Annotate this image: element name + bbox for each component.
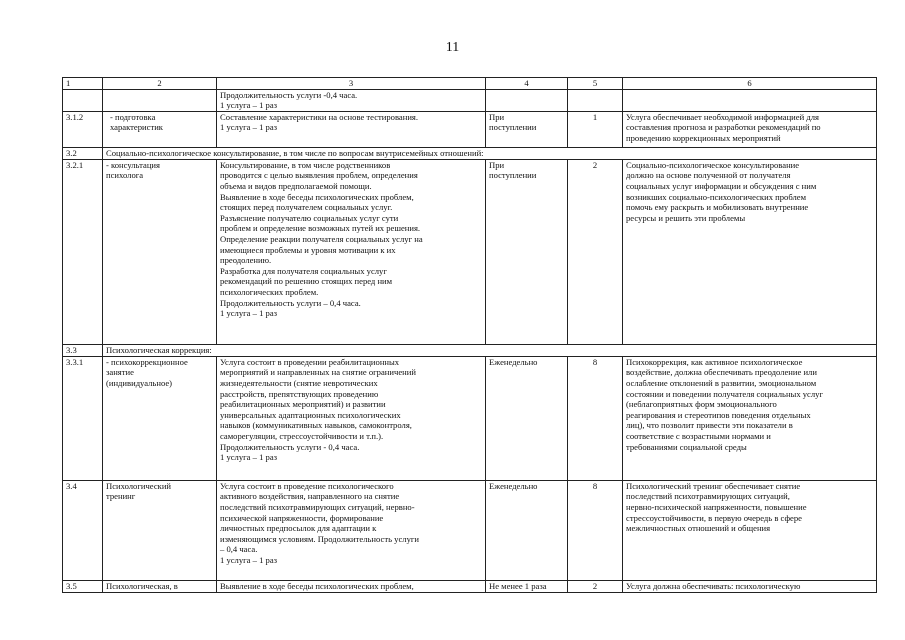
cell-line: (неблагоприятных форм эмоционального — [626, 399, 777, 410]
cell-line: имеющиеся проблемы и уровня мотивации к их — [220, 244, 396, 255]
cell-frequency: Еженедельно — [486, 356, 568, 480]
cell-description — [217, 89, 486, 111]
cell-line: Социально-психологическое консультирование — [626, 159, 800, 170]
cell-line: проблем и определение возможных путей их решения. — [220, 223, 421, 234]
cell-line: При — [489, 159, 505, 170]
cell-number: 3.5 — [63, 580, 103, 592]
page-number: 11 — [445, 40, 460, 55]
table-header-row — [63, 78, 877, 90]
cell-line: стоящих перед получателем социальных услуг. — [220, 202, 393, 213]
cell-line: психолога — [106, 170, 144, 181]
cell-line: социальных услуг информации и обсуждения с ним — [626, 180, 817, 191]
cell-name — [103, 159, 217, 344]
cell-frequency — [486, 89, 568, 111]
cell-name — [103, 111, 217, 147]
cell-line: личностных предпосылок для адаптации к — [220, 523, 377, 534]
cell-line: психической напряженности, формирование — [220, 512, 384, 523]
cell-name — [103, 89, 217, 111]
header-cell: 3 — [217, 78, 486, 90]
cell-line: Психологический — [106, 480, 172, 491]
cell-count: 2 — [568, 580, 623, 592]
table-row — [63, 480, 877, 580]
cell-line: Определение реакции получателя социальных услуг на — [220, 233, 423, 244]
cell-line: объема и видов предполагаемой помощи. — [220, 180, 372, 191]
cell-line: мероприятий и направленных на снятие ограничений — [220, 367, 416, 378]
cell-count — [568, 89, 623, 111]
cell-line: проведению коррекционных мероприятий — [626, 132, 781, 143]
header-cell: 6 — [623, 78, 877, 90]
cell-line: 1 услуга – 1 раз — [220, 452, 278, 463]
cell-line: Продолжительность услуги – 0,4 часа. — [220, 297, 361, 308]
cell-description: Выявление в ходе беседы психологических проблем, — [217, 580, 486, 592]
cell-line: При — [489, 111, 505, 122]
header-cell: 4 — [486, 78, 568, 90]
cell-line: (индивидуальное) — [106, 377, 173, 388]
cell-name — [103, 480, 217, 580]
header-cell: 1 — [63, 78, 103, 90]
cell-frequency: Еженедельно — [486, 480, 568, 580]
cell-line: универсальных адаптационных психологических — [220, 409, 401, 420]
cell-result — [623, 159, 877, 344]
cell-description — [217, 111, 486, 147]
cell-line: жизнедеятельности (снятие невротических — [220, 377, 378, 388]
cell-line: Услуга состоит в проведение психологического — [220, 480, 394, 491]
cell-line: Разъяснение получателю социальных услуг сути — [220, 212, 399, 223]
header-cell: 5 — [568, 78, 623, 90]
cell-count: 8 — [568, 356, 623, 480]
cell-line: – 0,4 часа. — [220, 544, 258, 555]
cell-line: поступлении — [489, 122, 537, 133]
cell-line: должно на основе полученной от получателя — [626, 170, 791, 181]
services-table — [62, 77, 877, 593]
cell-line: последствий психотравмирующих ситуаций, — [626, 491, 790, 502]
table-row — [63, 356, 877, 480]
cell-line: саморегуляции, стрессоустойчивости и т.п.). — [220, 430, 384, 441]
cell-line: Услуга обеспечивает необходимой информацией для — [626, 111, 819, 122]
cell-line: Услуга состоит в проведении реабилитационных — [220, 356, 400, 367]
cell-line: изменяющимся условиям. Продолжительность услуги — [220, 533, 419, 544]
cell-result — [623, 480, 877, 580]
cell-line: 1 услуга – 1 раз — [220, 308, 278, 319]
cell-line: межличностных отношений и общения — [626, 523, 771, 534]
cell-line: - подготовка — [110, 111, 156, 122]
table-row — [63, 159, 877, 344]
cell-line: реагирования и стереотипов поведения отдельных — [626, 409, 811, 420]
cell-line: Консультирование, в том числе родственников — [220, 159, 391, 170]
cell-line: 1 услуга – 1 раз — [220, 122, 278, 133]
cell-line: ослабление отклонений в развитии, эмоциональном — [626, 377, 817, 388]
cell-line: расстройств, препятствующих проведению — [220, 388, 379, 399]
cell-count: 2 — [568, 159, 623, 344]
cell-line: Психологический тренинг обеспечивает снятие — [626, 480, 801, 491]
cell-line: тренинг — [106, 491, 136, 502]
cell-line: помочь ему раскрыть и мобилизовать внутренние — [626, 202, 809, 213]
cell-line: нервно-психической напряженности, повышение — [626, 501, 807, 512]
cell-line: воздействие, должна обеспечивать преодоление или — [626, 367, 817, 378]
cell-number — [63, 89, 103, 111]
cell-description — [217, 356, 486, 480]
cell-line: проводится с целью выявления проблем, определения — [220, 170, 418, 181]
table-row — [63, 580, 877, 592]
cell-number: 3.3 — [63, 344, 103, 356]
cell-line: лиц), что позволит привести эти показатели в — [626, 420, 793, 431]
cell-number: 3.3.1 — [63, 356, 103, 480]
cell-line: соответствие с возрастными нормами и — [626, 430, 771, 441]
cell-line: составления прогноза и разработки рекомендаций по — [626, 122, 821, 133]
cell-line: - консультация — [106, 159, 160, 170]
section-title: Социально-психологическое консультирование, в том числе по вопросам внутрисемейных отношений: — [103, 147, 877, 159]
cell-line: реабилитационных мероприятий) и развитии — [220, 399, 386, 410]
cell-line: Продолжительность услуги -0,4 часа. — [220, 89, 358, 100]
cell-description — [217, 480, 486, 580]
cell-line: ресурсы и решить эти проблемы — [626, 212, 746, 223]
cell-count: 1 — [568, 111, 623, 147]
cell-result — [623, 89, 877, 111]
cell-frequency: Не менее 1 раза — [486, 580, 568, 592]
cell-line: 1 услуга – 1 раз — [220, 100, 278, 111]
section-title: Психологическая коррекция: — [103, 344, 877, 356]
table-row — [63, 111, 877, 147]
cell-line: последствий психотравмирующих ситуаций, нервно- — [220, 501, 415, 512]
cell-name — [103, 356, 217, 480]
cell-line: 1 услуга – 1 раз — [220, 554, 278, 565]
cell-line: навыков (коммуникативных навыков, самоконтроля, — [220, 420, 412, 431]
cell-result — [623, 111, 877, 147]
cell-line: психологических проблем. — [220, 286, 319, 297]
cell-number: 3.2 — [63, 147, 103, 159]
cell-line: Выявление в ходе беседы психологических проблем, — [220, 191, 414, 202]
cell-name: Психологическая, в — [103, 580, 217, 592]
cell-line: Составление характеристики на основе тестирования. — [220, 111, 419, 122]
cell-result — [623, 356, 877, 480]
cell-line: Психокоррекция, как активное психологическое — [626, 356, 803, 367]
cell-line: состоянии и поведении получателя социальных услуг — [626, 388, 823, 399]
table-row — [63, 89, 877, 111]
cell-line: рекомендаций по решению стоящих перед ним — [220, 276, 393, 287]
cell-line: Продолжительность услуги - 0,4 часа. — [220, 441, 360, 452]
header-cell: 2 — [103, 78, 217, 90]
cell-line: требованиями социальной среды — [626, 441, 747, 452]
cell-number: 3.4 — [63, 480, 103, 580]
cell-line: Разработка для получателя социальных услуг — [220, 265, 387, 276]
cell-number: 3.2.1 — [63, 159, 103, 344]
table-section-row — [63, 147, 877, 159]
table-section-row — [63, 344, 877, 356]
cell-frequency — [486, 159, 568, 344]
cell-line: занятие — [106, 367, 134, 378]
cell-description — [217, 159, 486, 344]
cell-frequency — [486, 111, 568, 147]
cell-result: Услуга должна обеспечивать: психологическую — [623, 580, 877, 592]
cell-line: активного воздействия, направленного на снятие — [220, 491, 400, 502]
cell-line: преодолению. — [220, 255, 272, 266]
cell-number: 3.1.2 — [63, 111, 103, 147]
cell-count: 8 — [568, 480, 623, 580]
cell-line: - психокоррекционное — [106, 356, 188, 367]
cell-line: стрессоустойчивости, в первую очередь в сфере — [626, 512, 802, 523]
cell-line: характеристик — [110, 122, 163, 133]
cell-line: возникших социально-психологических проблем — [626, 191, 807, 202]
cell-line: поступлении — [489, 170, 537, 181]
